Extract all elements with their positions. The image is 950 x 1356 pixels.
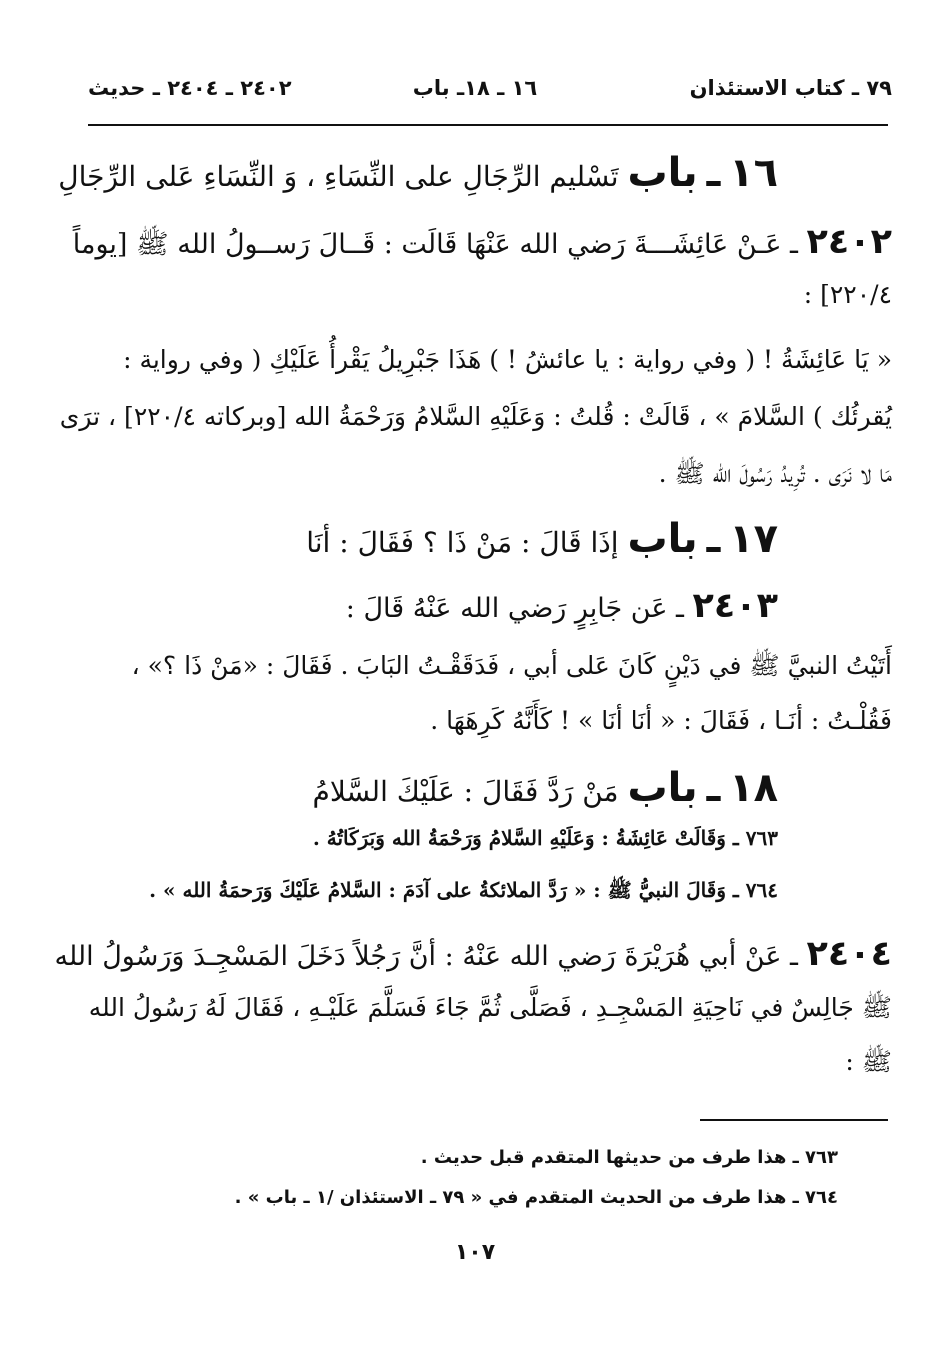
hadith-intro: ـ عَن جَابِرٍ رَضي الله عَنْهُ قَالَ : xyxy=(345,593,684,624)
chapter-18-heading xyxy=(313,765,778,811)
hadith-number: ٢٤٠٤ xyxy=(806,934,892,974)
hadith-2404-text-line: ﷺ : xyxy=(845,1047,892,1076)
chapter-number: ١٨ xyxy=(729,765,778,811)
chapter-dash: ـ xyxy=(706,516,721,562)
hadith-2403-heading xyxy=(346,586,778,626)
note-763: ٧٦٣ ـ وَقَالَتْ عَائِشَةُ : وَعَلَيْهِ السَّلامُ وَرَحْمَةُ الله وَبَرَكَاتُهُ . xyxy=(312,826,778,850)
hadith-2402-heading xyxy=(73,222,892,267)
note-764: ٧٦٤ ـ وَقَالَ النبيُّ ﷺ : « رَدَّ الملائكةُ على آدَمَ : السَّلامُ عَلَيْكَ وَرَحمَةُ الله » . xyxy=(149,878,778,902)
chapter-title: إذَا قَالَ : مَنْ ذَا ؟ فَقَالَ : أنَا xyxy=(306,526,619,559)
chapter-title: مَنْ رَدَّ فَقَالَ : عَلَيْكَ السَّلامُ xyxy=(312,775,619,808)
chapter-number: ١٦ xyxy=(729,150,778,196)
header-rule xyxy=(88,124,888,126)
hadith-2402-intro-continuation: ٢٢٠/٤] : xyxy=(803,280,892,309)
chapter-bab-label: باب xyxy=(627,765,698,811)
chapter-title: تَسْليم الرِّجَالِ على النِّسَاءِ ، وَ النِّسَاءِ عَلى الرِّجَالِ xyxy=(58,160,619,193)
hadith-number: ٢٤٠٢ xyxy=(806,222,892,262)
hadith-2404-heading xyxy=(54,934,892,974)
hadith-2403-text-line: أَتَيْتُ النبيَّ ﷺ في دَيْنٍ كَانَ عَلى أبي ، فَدَقَقْـتُ البَابَ . فَقَالَ : «مَنْ ذَا ؟» ، xyxy=(131,651,892,680)
chapter-number: ١٧ xyxy=(729,516,778,562)
running-header-chapters: ١٦ ـ ١٨ـ باب xyxy=(412,76,538,100)
hadith-number: ٢٤٠٣ xyxy=(692,586,778,626)
hadith-2402-text-line: يُقرئُك ) السَّلامَ » ، قَالَتْ : قُلتُ : وَعَلَيْهِ السَّلامُ وَرَحْمَةُ الله [وبركاته ٢٢٠/٤] ، ترَى xyxy=(59,402,892,431)
footnote-764: ٧٦٤ ـ هذا طرف من الحديث المتقدم في « ٧٩ ـ الاستئذان /١ ـ باب » . xyxy=(234,1187,838,1208)
chapter-bab-label: باب xyxy=(627,516,698,562)
hadith-2402-text-line: مَا لا نَرَى . تُرِيدُ رَسُولَ الله ﷺ . xyxy=(658,459,892,488)
hadith-intro: ـ عَـنْ عَائِشَـــةَ رَضي الله عَنْهَا قَالَت : قَــالَ رَســولُ الله ﷺ [يوماً xyxy=(72,229,798,260)
hadith-2403-text-line: فَقُلْـتُ : أنَـا ، فَقَالَ : « أنَا أنَا » ! كَأَنَّهُ كَرِهَهَا . xyxy=(430,706,892,735)
hadith-intro: ـ عَنْ أبي هُرَيْرَةَ رَضي الله عَنْهُ : أنَّ رَجُلاً دَخَلَ المَسْجِـدَ وَرَسُولُ الله xyxy=(54,941,798,972)
page-number: ١٠٧ xyxy=(454,1240,496,1265)
hadith-2404-text-line: ﷺ جَالِسٌ في نَاحِيَةِ المَسْجِـدِ ، فَصَلَّى ثُمَّ جَاءَ فَسَلَّمَ عَلَيْـهِ ، فَقَالَ لَهُ رَسُولُ الله xyxy=(88,993,892,1022)
footnote-763: ٧٦٣ ـ هذا طرف من حديثها المتقدم قبل حديث . xyxy=(420,1147,838,1168)
chapter-17-heading xyxy=(306,516,778,562)
running-header-book: ٧٩ ـ كتاب الاستئذان xyxy=(689,76,892,100)
footnote-rule xyxy=(700,1119,888,1121)
hadith-2402-text-line: « يَا عَائِشَةُ ! ( وفي رواية : يا عائشُ ! ) هَذَا جَبْرِيلُ يَقْرأُ عَلَيْكِ ( وفي رواية : xyxy=(123,345,892,374)
running-header-hadiths: ٢٤٠٢ ـ ٢٤٠٤ ـ حديث xyxy=(88,76,292,100)
chapter-bab-label: باب xyxy=(627,150,698,196)
chapter-16-heading xyxy=(58,150,778,196)
chapter-dash: ـ xyxy=(706,765,721,811)
chapter-dash: ـ xyxy=(706,150,721,196)
